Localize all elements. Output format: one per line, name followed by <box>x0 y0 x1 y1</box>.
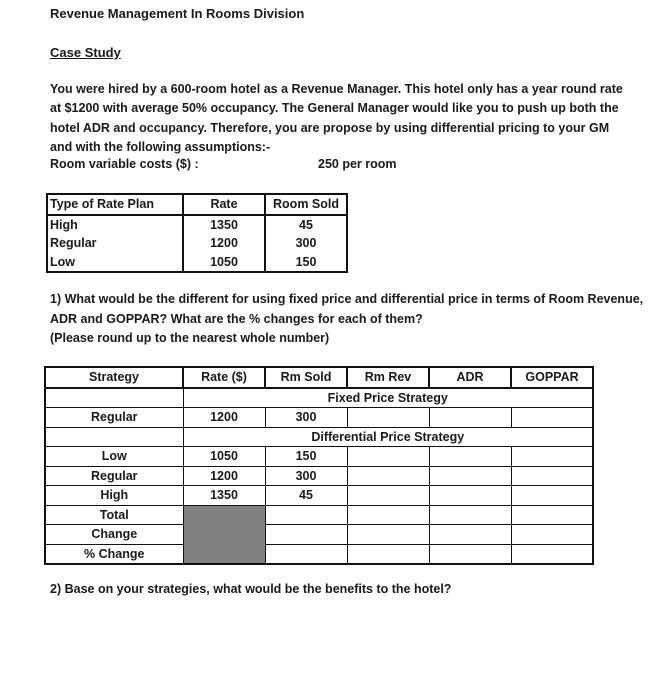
section-row <box>45 427 593 447</box>
adr-input[interactable] <box>429 408 511 428</box>
header-cell: Rm Rev <box>347 367 429 388</box>
header-cell: Rate ($) <box>183 367 265 388</box>
header-cell: Room Sold <box>265 194 347 215</box>
change-row <box>45 525 593 545</box>
rm-rev-input[interactable] <box>347 408 429 428</box>
table-cell: 1350 <box>183 215 265 235</box>
table-cell: Change <box>45 525 183 545</box>
rm-rev-input[interactable] <box>347 544 429 564</box>
table-cell: 1050 <box>183 447 265 467</box>
rate-plan-table <box>46 193 348 273</box>
fixed-price-label: Fixed Price Strategy <box>183 388 593 408</box>
table-cell: 1200 <box>183 234 265 253</box>
goppar-input[interactable] <box>511 525 593 545</box>
table-cell: Regular <box>45 408 183 428</box>
paragraph-line: at $1200 with average 50% occupancy. The General Manager would like you to push up both the <box>50 101 619 116</box>
goppar-input[interactable] <box>511 486 593 506</box>
table-cell: 300 <box>295 236 317 251</box>
variable-cost-value: 250 per room <box>318 157 397 171</box>
rm-rev-input[interactable] <box>347 525 429 545</box>
rm-rev-input[interactable] <box>347 466 429 486</box>
shaded-cell <box>183 505 265 564</box>
question-line: (Please round up to the nearest whole number) <box>50 331 330 345</box>
goppar-input[interactable] <box>511 447 593 467</box>
table-cell: Regular <box>47 234 183 253</box>
table-header-row <box>47 194 347 215</box>
table-row <box>45 408 593 428</box>
table-cell: Low <box>45 447 183 467</box>
header-cell: Strategy <box>45 367 183 388</box>
table-cell: 1350 <box>183 486 265 506</box>
differential-price-label: Differential Price Strategy <box>183 427 593 447</box>
table-header-row <box>45 367 593 388</box>
table-cell: % Change <box>45 544 183 564</box>
table-cell <box>45 388 183 408</box>
paragraph-line: You were hired by a 600-room hotel as a Revenue Manager. This hotel only has a year round rate <box>50 82 623 96</box>
table-row <box>47 253 347 273</box>
question-line: ADR and GOPPAR? What are the % changes for each of them? <box>50 311 423 326</box>
table-cell: 300 <box>265 408 347 428</box>
adr-input[interactable] <box>429 486 511 506</box>
table-row <box>45 447 593 467</box>
header-cell: GOPPAR <box>511 367 593 388</box>
adr-input[interactable] <box>429 544 511 564</box>
table-cell: 45 <box>299 217 313 232</box>
table-cell: 1050 <box>183 253 265 273</box>
variable-cost-label: Room variable costs ($) : <box>50 157 199 171</box>
rm-rev-input[interactable] <box>347 447 429 467</box>
rm-sold-input[interactable] <box>265 505 347 525</box>
goppar-input[interactable] <box>511 466 593 486</box>
header-cell: Rm Sold <box>265 367 347 388</box>
table-row <box>45 466 593 486</box>
table-cell: 45 <box>265 486 347 506</box>
adr-input[interactable] <box>429 505 511 525</box>
table-cell: Regular <box>45 466 183 486</box>
table-cell: 150 <box>265 447 347 467</box>
question-2: 2) Base on your strategies, what would be the benefits to the hotel? <box>50 582 452 596</box>
table-cell: High <box>47 215 183 235</box>
header-cell: ADR <box>429 367 511 388</box>
question-1 <box>50 290 643 349</box>
table-cell: Low <box>47 253 183 273</box>
rm-rev-input[interactable] <box>347 486 429 506</box>
goppar-input[interactable] <box>511 408 593 428</box>
table-cell: Total <box>45 505 183 525</box>
header-cell: Type of Rate Plan <box>47 194 183 215</box>
header-cell: Rate <box>183 194 265 215</box>
case-paragraph <box>50 80 650 157</box>
goppar-input[interactable] <box>511 544 593 564</box>
adr-input[interactable] <box>429 525 511 545</box>
question-line: 1) What would be the different for using fixed price and differential price in terms of Room Revenue, <box>50 292 644 306</box>
rm-rev-input[interactable] <box>347 505 429 525</box>
rm-sold-input[interactable] <box>265 525 347 545</box>
adr-input[interactable] <box>429 466 511 486</box>
case-study-heading: Case Study <box>50 45 121 60</box>
table-cell: 300 <box>265 466 347 486</box>
section-row <box>45 388 593 408</box>
paragraph-line: hotel ADR and occupancy. Therefore, you are propose by using differential pricing to your GM <box>50 120 610 135</box>
table-cell: 1200 <box>183 408 265 428</box>
strategy-table <box>44 366 594 565</box>
table-row <box>47 234 347 253</box>
goppar-input[interactable] <box>511 505 593 525</box>
adr-input[interactable] <box>429 447 511 467</box>
table-row <box>45 486 593 506</box>
table-cell: 150 <box>295 254 317 269</box>
paragraph-line: and with the following assumptions:- <box>50 139 271 154</box>
table-cell: High <box>45 486 183 506</box>
page-title: Revenue Management In Rooms Division <box>50 6 305 21</box>
table-cell <box>45 427 183 447</box>
table-cell: 1200 <box>183 466 265 486</box>
table-row <box>47 215 347 235</box>
rm-sold-input[interactable] <box>265 544 347 564</box>
pct-change-row <box>45 544 593 564</box>
total-row <box>45 505 593 525</box>
